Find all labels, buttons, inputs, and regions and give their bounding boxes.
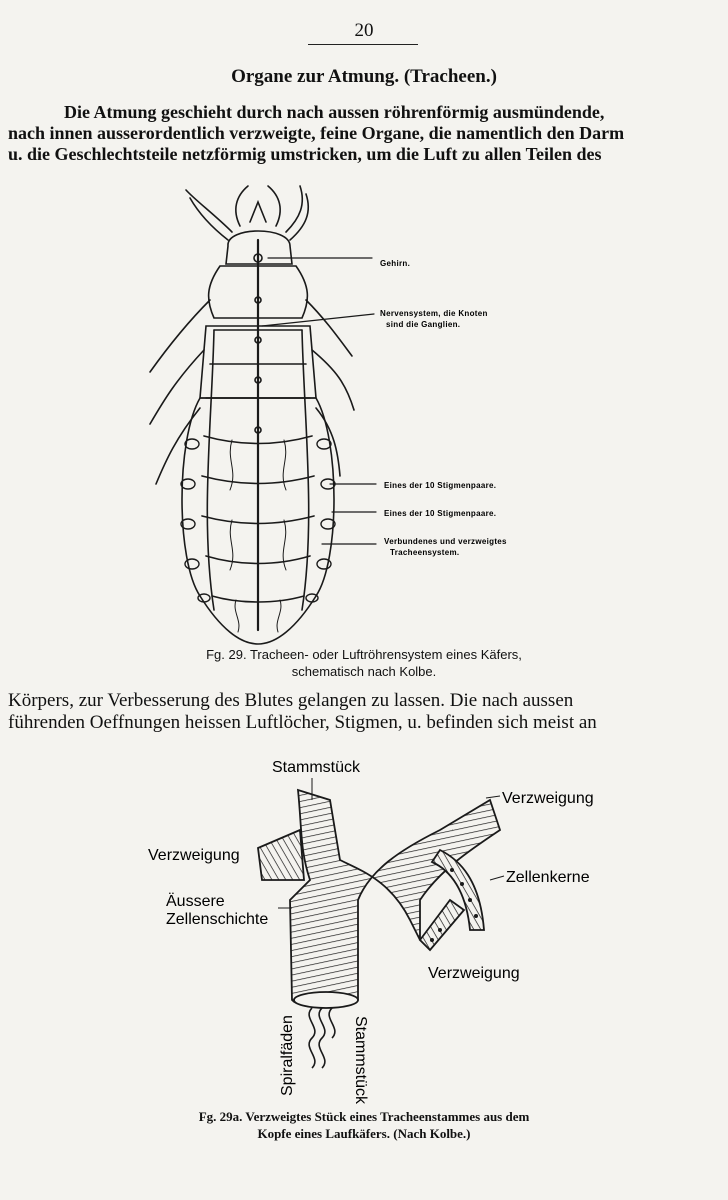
label-branch-top-right: Verzweigung <box>502 790 594 807</box>
intro-line-2: nach innen ausserordentlich verzweigte, feine Organe, die namentlich den Darm <box>8 123 625 143</box>
label-branch-left: Verzweigung <box>148 847 240 864</box>
label-stem-bottom: Stammstück <box>352 1016 369 1105</box>
continued-line-2: führenden Oeffnungen heissen Luftlöcher, Stigmen, u. befinden sich meist an <box>8 712 597 733</box>
lower-right-branch <box>420 900 464 950</box>
figure-29a-caption-line-1: Fg. 29a. Verzweigtes Stück eines Tracheenstammes aus dem <box>198 1109 530 1124</box>
section-heading: Organe zur Atmung. (Tracheen.) <box>231 66 497 87</box>
label-stigma-pair-a: Eines der 10 Stigmenpaare. <box>384 481 497 490</box>
continued-line-1: Körpers, zur Verbesserung des Blutes gelangen zu lassen. Die nach aussen <box>8 690 574 711</box>
label-trachea-system-1: Verbundenes und verzweigtes <box>384 537 507 546</box>
figure-29a-caption <box>0 1108 728 1142</box>
stem-opening <box>294 992 358 1008</box>
figure-29-caption-line-2: schematisch nach Kolbe. <box>291 664 437 679</box>
page-number: 20 <box>354 20 374 41</box>
spiral-threads <box>309 1008 335 1068</box>
label-trachea-system-2: Tracheensystem. <box>390 548 460 557</box>
intro-line-3: u. die Geschlechtsteile netzförmig umstricken, um die Luft zu allen Teilen des <box>8 144 602 164</box>
figure-29-caption-line-1: Fg. 29. Tracheen- oder Luftröhrensystem eines Käfers, <box>206 647 522 662</box>
left-branch <box>258 830 304 880</box>
label-ganglia: sind die Ganglien. <box>386 320 461 329</box>
label-stem-top: Stammstück <box>272 759 361 776</box>
label-stigma-pair-b: Eines der 10 Stigmenpaare. <box>384 509 497 518</box>
label-outer-layer-1: Äussere <box>166 893 225 910</box>
label-brain: Gehirn. <box>380 259 411 268</box>
label-cell-nuclei: Zellenkerne <box>506 869 590 886</box>
figure-29a-caption-line-2: Kopfe eines Laufkäfers. (Nach Kolbe.) <box>257 1126 471 1141</box>
intro-line-1: Die Atmung geschieht durch nach aussen röhrenförmig ausmündende, <box>64 102 605 122</box>
label-spiral-threads: Spiralfäden <box>279 1015 296 1096</box>
label-branch-bottom: Verzweigung <box>428 965 520 982</box>
label-nerve-system: Nervensystem, die Knoten <box>380 309 488 318</box>
label-outer-layer-2: Zellenschichte <box>166 911 269 928</box>
